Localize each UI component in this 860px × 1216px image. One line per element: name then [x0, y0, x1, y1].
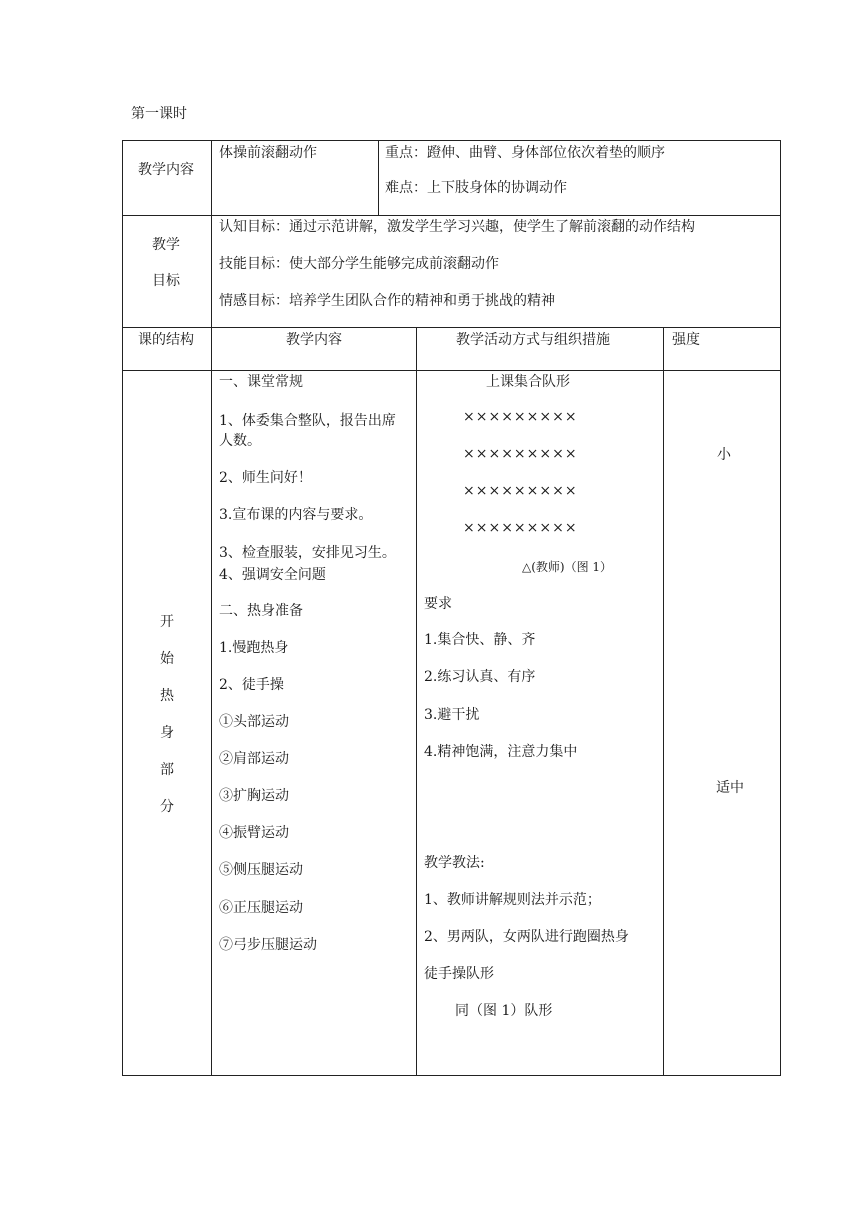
- formation-row: ×××××××××: [463, 409, 578, 425]
- requirement-item: 2.练习认真、有序: [424, 669, 536, 685]
- content-line: 3、检查服装，安排见习生。: [219, 545, 396, 561]
- requirement-item: 3.避干扰: [424, 707, 480, 723]
- teaching-content-value: 体操前滚翻动作: [219, 145, 317, 161]
- same-formation: 同（图 1）队形: [455, 1003, 553, 1019]
- table-border-right: [780, 140, 781, 1076]
- formation-row: ×××××××××: [463, 520, 578, 536]
- content-line: ⑦弓步压腿运动: [219, 937, 317, 953]
- table-border-left: [122, 140, 123, 1076]
- content-line: ④振臂运动: [219, 825, 289, 841]
- section-name-char: 热: [160, 688, 174, 704]
- content-line: 一、课堂常规: [219, 374, 303, 390]
- header-intensity: 强度: [672, 332, 700, 348]
- section-name-char: 部: [160, 762, 174, 778]
- content-line: 3.宣布课的内容与要求。: [219, 507, 373, 523]
- table-rule-row2: [122, 215, 781, 216]
- method-title: 教学教法:: [424, 855, 485, 871]
- key-point: 重点：蹬伸、曲臂、身体部位依次着垫的顺序: [385, 145, 665, 161]
- requirement-item: 4.精神饱满，注意力集中: [424, 744, 578, 760]
- header-activity: 教学活动方式与组织措施: [456, 332, 610, 348]
- formation-row: ×××××××××: [463, 483, 578, 499]
- difficult-point: 难点：上下肢身体的协调动作: [385, 180, 567, 196]
- teaching-content-label: 教学内容: [138, 162, 194, 178]
- formation-row: ×××××××××: [463, 446, 578, 462]
- intensity-moderate: 适中: [716, 780, 744, 796]
- table-col-divider-top-row: [378, 140, 379, 215]
- intensity-small: 小: [717, 447, 731, 463]
- affective-goal: 情感目标：培养学生团队合作的精神和勇于挑战的精神: [219, 293, 555, 309]
- table-col-divider-2: [416, 327, 417, 1076]
- method-item: 2、男两队，女两队进行跑圈热身: [424, 929, 629, 945]
- table-border-top: [122, 140, 781, 141]
- content-line: ②肩部运动: [219, 751, 289, 767]
- formation-title: 上课集合队形: [486, 374, 570, 390]
- teaching-goal-label-line2: 目标: [152, 273, 180, 289]
- table-border-bottom: [122, 1075, 781, 1076]
- teaching-goal-label-line1: 教学: [152, 237, 180, 253]
- content-line: 2、徒手操: [219, 677, 284, 693]
- section-name-char: 始: [160, 651, 174, 667]
- table-col-divider-1: [211, 140, 212, 1076]
- table-rule-body: [122, 370, 781, 371]
- requirements-title: 要求: [424, 596, 452, 612]
- content-line: 2、师生问好！: [219, 470, 312, 486]
- header-content: 教学内容: [286, 332, 342, 348]
- cognitive-goal: 认知目标：通过示范讲解，激发学生学习兴趣，使学生了解前滚翻的动作结构: [219, 219, 695, 235]
- content-line: 人数。: [219, 433, 261, 449]
- content-line: 1、体委集合整队，报告出席: [219, 413, 396, 429]
- content-line: 4、强调安全问题: [219, 567, 326, 583]
- method-item: 1、教师讲解规则法并示范；: [424, 892, 601, 908]
- requirement-item: 1.集合快、静、齐: [424, 632, 536, 648]
- section-name-char: 开: [160, 614, 174, 630]
- content-line: 二、热身准备: [219, 603, 303, 619]
- section-name-char: 身: [160, 725, 174, 741]
- table-col-divider-3: [663, 327, 664, 1076]
- content-line: ①头部运动: [219, 714, 289, 730]
- header-structure: 课的结构: [138, 332, 194, 348]
- content-line: ⑥正压腿运动: [219, 900, 303, 916]
- section-name-char: 分: [160, 799, 174, 815]
- content-line: ③扩胸运动: [219, 788, 289, 804]
- drill-formation: 徒手操队形: [424, 966, 494, 982]
- table-rule-header: [122, 327, 781, 328]
- content-line: ⑤侧压腿运动: [219, 862, 303, 878]
- content-line: 1.慢跑热身: [219, 640, 289, 656]
- lesson-title: 第一课时: [131, 106, 187, 122]
- teacher-label: △(教师)（图 1）: [522, 560, 613, 574]
- skill-goal: 技能目标：使大部分学生能够完成前滚翻动作: [219, 256, 499, 272]
